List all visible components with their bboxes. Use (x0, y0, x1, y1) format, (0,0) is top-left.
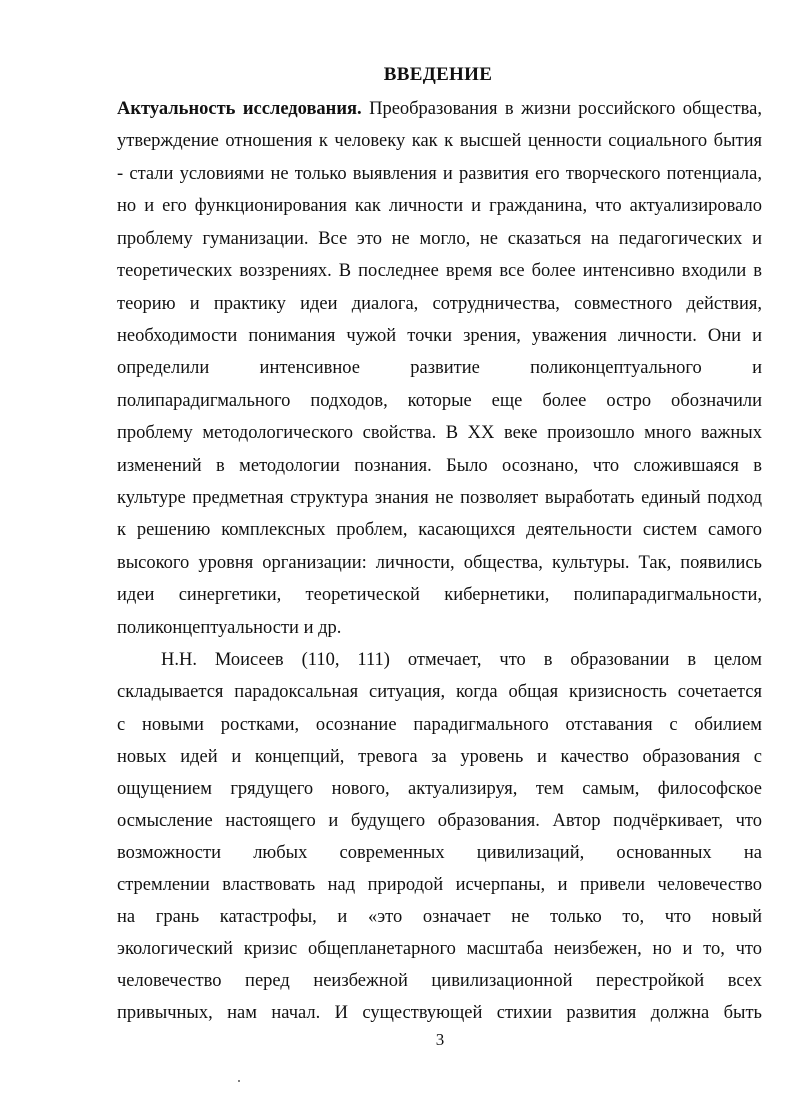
paragraph-line: утверждение отношения к человеку как к высшей ценности социального бытия (117, 131, 762, 151)
paragraph-line: к решению комплексных проблем, касающихся деятельности систем самого (117, 520, 762, 540)
paragraph-line: теорию и практику идеи диалога, сотрудничества, совместного действия, (117, 294, 762, 314)
paragraph-line: на грань катастрофы, и «это означает не только то, что новый (117, 907, 762, 927)
paragraph-line: ощущением грядущего нового, актуализируя, тем самым, философское (117, 779, 762, 799)
paragraph-line: возможности любых современных цивилизаций, основанных на (117, 843, 762, 863)
paragraph-line: теоретических воззрениях. В последнее время все более интенсивно входили в (117, 261, 762, 281)
paragraph-line: проблему методологического свойства. В XX веке произошло много важных (117, 423, 762, 443)
paragraph-line: проблему гуманизации. Все это не могло, не сказаться на педагогических и (117, 229, 762, 249)
scan-speck (238, 1080, 240, 1082)
paragraph-line (117, 98, 762, 120)
paragraph-line: новых идей и концепций, тревога за уровень и качество образования с (117, 747, 762, 767)
paragraph-line: поликонцептуальности и др. (117, 618, 342, 638)
paragraph-line: осмысление настоящего и будущего образования. Автор подчёркивает, что (117, 811, 762, 831)
paragraph-line: определили интенсивное развитие поликонцептуального и (117, 358, 762, 378)
page-title: ВВЕДЕНИЕ (383, 64, 493, 85)
paragraph-line: высокого уровня организации: личности, общества, культуры. Так, появились (117, 553, 762, 573)
paragraph-line: но и его функционирования как личности и гражданина, что актуализировало (117, 196, 762, 216)
paragraph-line: человечество перед неизбежной цивилизационной перестройкой всех (117, 971, 762, 991)
section-label: Актуальность исследования. (117, 99, 362, 119)
page-number: 3 (435, 1030, 445, 1049)
paragraph-line: Н.Н. Моисеев (110, 111) отмечает, что в образовании в целом (161, 650, 762, 670)
paragraph-line: культуре предметная структура знания не позволяет выработать единый подход (117, 488, 762, 508)
paragraph-line: экологический кризис общепланетарного масштаба неизбежен, но и то, что (117, 939, 762, 959)
paragraph-line: идеи синергетики, теоретической кибернетики, полипарадигмальности, (117, 585, 762, 605)
line-text: Преобразования в жизни российского общества, (369, 99, 763, 119)
paragraph-line: привычных, нам начал. И существующей стихии развития должна быть (117, 1003, 762, 1023)
paragraph-line: необходимости понимания чужой точки зрения, уважения личности. Они и (117, 326, 762, 346)
paragraph-line: складывается парадоксальная ситуация, когда общая кризисность сочетается (117, 682, 762, 702)
paragraph-line: полипарадигмального подходов, которые еще более остро обозначили (117, 391, 762, 411)
paragraph-line: изменений в методологии познания. Было осознано, что сложившаяся в (117, 456, 762, 476)
paragraph-line: стремлении властвовать над природой исчерпаны, и привели человечество (117, 875, 762, 895)
paragraph-line: - стали условиями не только выявления и развития его творческого потенциала, (117, 164, 762, 184)
paragraph-line: с новыми ростками, осознание парадигмального отставания с обилием (117, 715, 762, 735)
